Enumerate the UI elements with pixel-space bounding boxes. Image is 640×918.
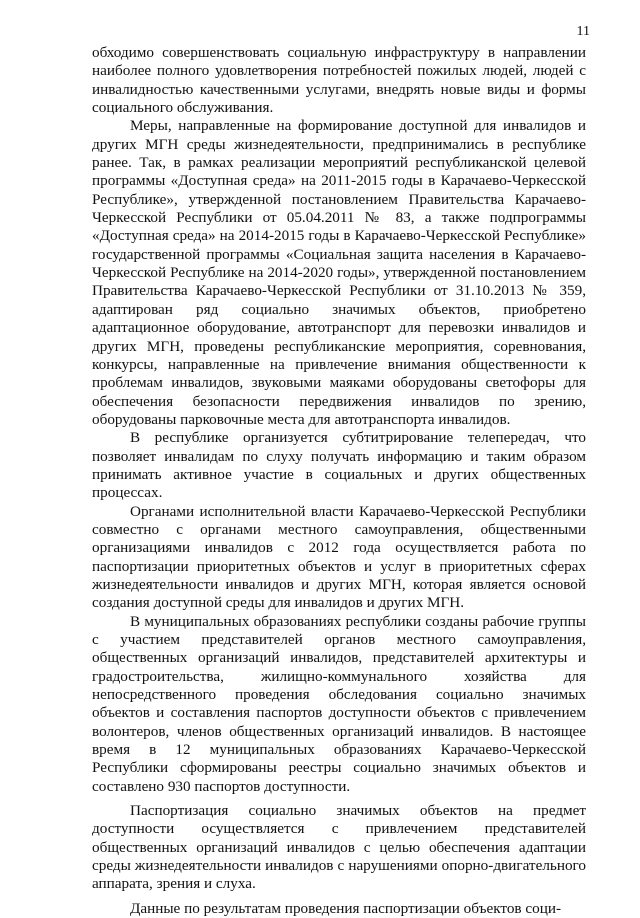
paragraph-subtitling: В республике организуется субтитрирование телепередач, что позволяет инвалидам по слуху получать информацию и таким образом принимать активное участие в социальных и других общественных процессах. xyxy=(92,429,586,502)
paragraph-passportization-results: Данные по результатам проведения паспортизации объектов соци- xyxy=(130,899,562,917)
paragraph-passportization-work: Органами исполнительной власти Карачаево-Черкесской Республики совместно с органами местного самоуправления, общественными организациями инвалидов с 2012 года осуществляется работа по паспортизации приоритетных объектов и услуг в приоритетных сферах жизнедеятельности инвалидов и других МГН, которая является основой создания доступной среды для инвалидов и других МГН. xyxy=(92,502,586,612)
page-number: 11 xyxy=(576,24,590,39)
paragraph-passportization-process: Паспортизация социально значимых объектов на предмет доступности осуществляется с привлечением представителей общественных организаций инвалидов с целью обеспечения адаптации среды жизнедеятельности инвалидов с нарушениями опорно-двигательного аппарата, зрения и слуха. xyxy=(92,802,586,893)
paragraph-accessible-environment-measures: Меры, направленные на формирование доступной для инвалидов и других МГН среды жизнедеятельности, предпринимались в республике ранее. Так, в рамках реализации мероприятий республиканской целевой программы «Доступная среда» на 2011-2015 годы в Карачаево-Черкесской Республике», утвержденной постановлением Правительства Карачаево-Черкесской Республики от 05.04.2011 № 83, а также подпрограммы «Доступная среда» на 2014-2015 годы в Карачаево-Черкесской Республике» государственной программы «Социальная защита населения в Карачаево-Черкесской Республике на 2014-2020 годы», утвержденной постановлением Правительства Карачаево-Черкесской Республики от 31.10.2013 № 359, адаптирован ряд социально значимых объектов, приобретено адаптационное оборудование, автотранспорт для перевозки инвалидов и других МГН, проведены республиканские мероприятия, соревнования, конкурсы, направленные на привлечение внимания общественности к проблемам инвалидов, звуковыми маяками оборудованы светофоры для обеспечения безопасности передвижения инвалидов по зрению, оборудованы парковочные места для автотранспорта инвалидов. xyxy=(92,117,586,428)
body-text xyxy=(92,44,586,918)
paragraph-continuation: обходимо совершенствовать социальную инфраструктуру в направлении наиболее полного удовлетворения потребностей пожилых людей, людей с инвалидностью качественными услугами, внедрять новые виды и формы социального обслуживания. xyxy=(92,44,586,117)
paragraph-working-groups: В муниципальных образованиях республики созданы рабочие группы с участием представителей органов местного самоуправления, общественных организаций инвалидов, представителей архитектуры и градостроительства, жилищно-коммунального хозяйства для непосредственного проведения обследования социально значимых объектов и составления паспортов доступности объектов с привлечением волонтеров, членов общественных организаций инвалидов. В настоящее время в 12 муниципальных образованиях Карачаево-Черкесской Республики сформированы реестры социально значимых объектов и составлено 930 паспортов доступности. xyxy=(92,612,586,795)
